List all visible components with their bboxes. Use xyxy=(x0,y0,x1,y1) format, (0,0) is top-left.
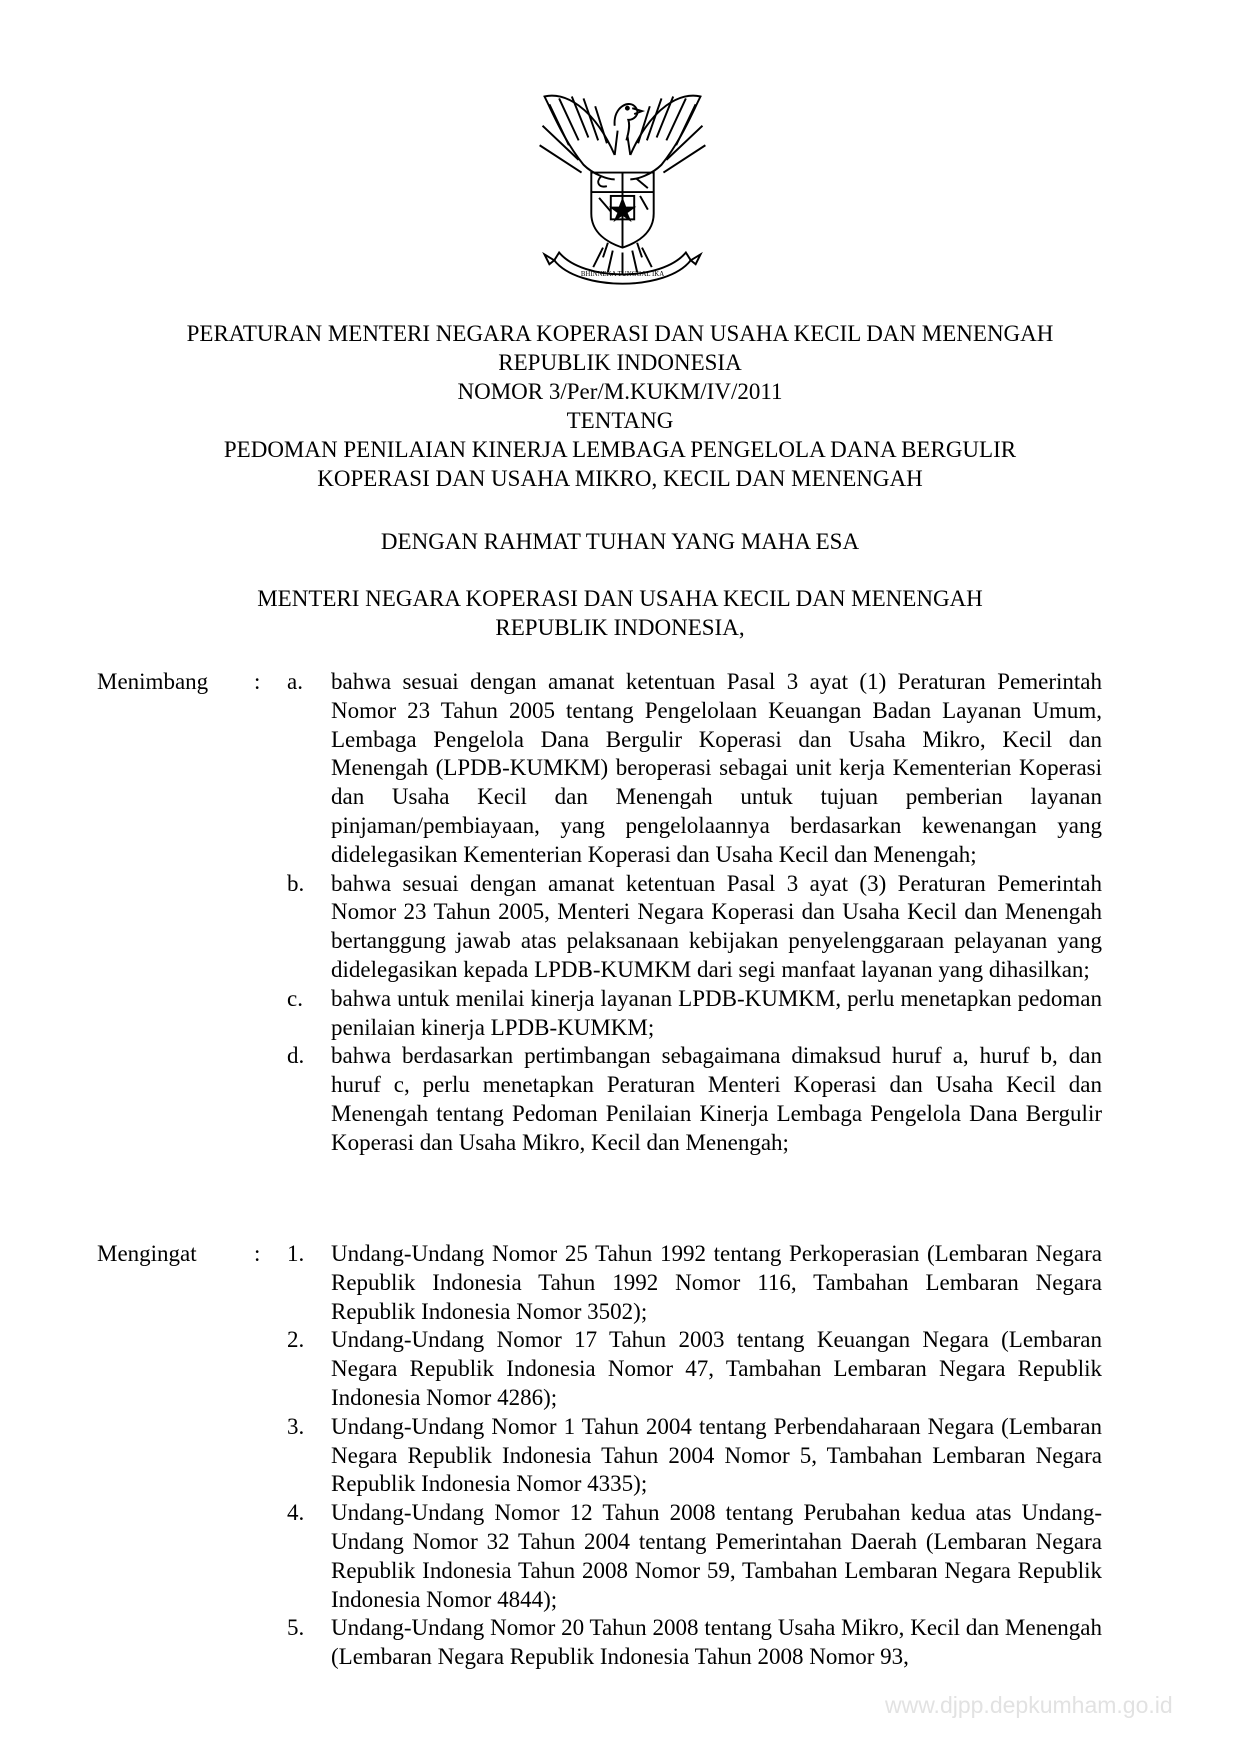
list-item xyxy=(0,668,1240,870)
authority-line: MENTERI NEGARA KOPERASI DAN USAHA KECIL DAN MENENGAH xyxy=(257,586,983,611)
item-text: Undang-Undang Nomor 12 Tahun 2008 tentang Perubahan kedua atas Undang-Undang Nomor 32 Tahun 2004 tentang Pemerintahan Daerah (Lembaran Negara Republik Indonesia Tahun 2008 Nomor 59, Tambahan Lembaran Negara Republik Indonesia Nomor 4844); xyxy=(331,1500,1102,1612)
list-item xyxy=(0,1614,1240,1672)
item-text: bahwa berdasarkan pertimbangan sebagaimana dimaksud huruf a, huruf b, dan huruf c, perlu menetapkan Peraturan Menteri Koperasi dan Usaha Kecil dan Menengah tentang Pedoman Penilaian Kinerja Lembaga Pengelola Dana Bergulir Koperasi dan Usaha Mikro, Kecil dan Menengah; xyxy=(331,1043,1102,1155)
section-colon: : xyxy=(254,669,261,694)
invocation xyxy=(0,527,1240,556)
item-marker: 3. xyxy=(287,1413,305,1439)
list-item xyxy=(0,1413,1240,1499)
item-marker: b. xyxy=(287,870,305,896)
item-text: bahwa sesuai dengan amanat ketentuan Pasal 3 ayat (3) Peraturan Pemerintah Nomor 23 Tahun 2005, Menteri Negara Koperasi dan Usaha Kecil dan Menengah bertanggung jawab atas pelaksanaan kebijakan penyelenggaraan pelayanan yang didelegasikan kepada LPDB-KUMKM dari segi manfaat layanan yang dihasilkan; xyxy=(331,870,1102,982)
item-marker: a. xyxy=(287,669,303,694)
regulation-title xyxy=(0,319,1240,493)
title-line: PEDOMAN PENILAIAN KINERJA LEMBAGA PENGELOLA DANA BERGULIR xyxy=(223,437,1017,462)
item-marker: 1. xyxy=(287,1241,305,1266)
item-marker: 2. xyxy=(287,1327,305,1353)
title-line: TENTANG xyxy=(566,408,674,433)
item-text: bahwa untuk menilai kinerja layanan LPDB-KUMKM, perlu menetapkan pedoman penilaian kinerja LPDB-KUMKM; xyxy=(331,985,1102,1040)
item-text: Undang-Undang Nomor 1 Tahun 2004 tentang Perbendaharaan Negara (Lembaran Negara Republik Indonesia Tahun 2004 Nomor 5, Tambahan Lembaran Negara Republik Indonesia Nomor 4335); xyxy=(331,1413,1102,1497)
title-line: REPUBLIK INDONESIA xyxy=(498,350,742,375)
authority-line: REPUBLIK INDONESIA, xyxy=(495,615,745,640)
title-line: NOMOR 3/Per/M.KUKM/IV/2011 xyxy=(457,379,783,404)
invocation-line: DENGAN RAHMAT TUHAN YANG MAHA ESA xyxy=(380,529,860,554)
list-item xyxy=(0,1042,1240,1157)
watermark-url: www.djpp.depkumham.go.id xyxy=(885,1692,1173,1718)
item-marker: d. xyxy=(287,1043,305,1069)
list-item xyxy=(0,870,1240,985)
title-line: PERATURAN MENTERI NEGARA KOPERASI DAN USAHA KECIL DAN MENENGAH xyxy=(186,321,1054,346)
item-marker: 4. xyxy=(287,1500,305,1526)
item-text: bahwa sesuai dengan amanat ketentuan Pasal 3 ayat (1) Peraturan Pemerintah Nomor 23 Tahun 2005 tentang Pengelolaan Keuangan Badan Layanan Umum, Lembaga Pengelola Dana Bergulir Koperasi dan Usaha Mikro, Kecil dan Menengah (LPDB-KUMKM) beroperasi sebagai unit kerja Kementerian Koperasi dan Usaha Kecil dan Menengah untuk tujuan pemberian layanan pinjaman/pembiayaan, yang pengelolaannya berdasarkan kewenangan yang didelegasikan Kementerian Koperasi dan Usaha Kecil dan Menengah; xyxy=(331,669,1102,867)
item-text: Undang-Undang Nomor 25 Tahun 1992 tentang Perkoperasian (Lembaran Negara Republik Indonesia Tahun 1992 Nomor 116, Tambahan Lembaran Negara Republik Indonesia Nomor 3502); xyxy=(331,1241,1102,1324)
item-marker: 5. xyxy=(287,1615,305,1641)
list-item xyxy=(0,985,1240,1043)
section-label: Mengingat xyxy=(97,1241,197,1266)
mengingat-section xyxy=(0,1240,1240,1672)
title-line: KOPERASI DAN USAHA MIKRO, KECIL DAN MENENGAH xyxy=(317,466,923,491)
emblem-motto: BHINNEKA TUNGGAL IKA xyxy=(580,270,665,278)
list-item xyxy=(0,1499,1240,1614)
authority xyxy=(0,584,1240,642)
menimbang-section xyxy=(0,668,1240,1158)
list-item xyxy=(0,1326,1240,1412)
item-text: Undang-Undang Nomor 17 Tahun 2003 tentang Keuangan Negara (Lembaran Negara Republik Indonesia Nomor 47, Tambahan Lembaran Negara Republik Indonesia Nomor 4286); xyxy=(331,1327,1102,1410)
item-marker: c. xyxy=(287,985,303,1011)
section-colon: : xyxy=(254,1241,261,1266)
item-text: Undang-Undang Nomor 20 Tahun 2008 tentang Usaha Mikro, Kecil dan Menengah (Lembaran Negara Republik Indonesia Tahun 2008 Nomor 93, xyxy=(331,1615,1102,1670)
list-item xyxy=(0,1240,1240,1326)
garuda-emblem-icon xyxy=(525,84,720,304)
section-label: Menimbang xyxy=(97,669,209,694)
